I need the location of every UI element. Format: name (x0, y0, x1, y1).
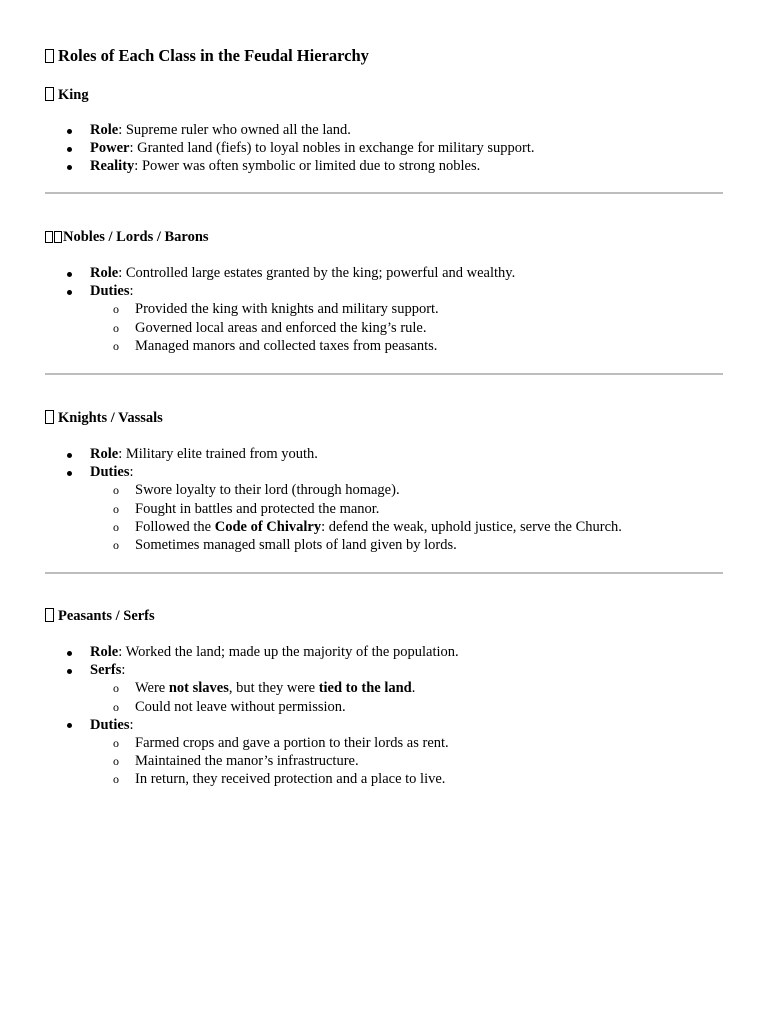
section-heading-text: Knights / Vassals (58, 410, 163, 426)
section-heading-knights (45, 409, 163, 427)
item-text: : (121, 662, 126, 679)
serf-text: Were (135, 680, 169, 697)
sub-list-item: o Could not leave without permission. (45, 698, 459, 716)
section-heading-nobles (45, 228, 209, 246)
item-term: Role (90, 265, 119, 281)
list-item (45, 716, 459, 789)
nobles-list (45, 264, 515, 355)
item-term: Duties (90, 464, 130, 481)
item-term: Duties (90, 283, 130, 300)
item-text: : (129, 283, 134, 300)
duties-sublist (90, 481, 622, 554)
king-list (45, 121, 535, 176)
item-text: : Controlled large estates granted by the king; powerful and wealthy. (118, 265, 516, 281)
section-divider (45, 373, 723, 375)
section-divider (45, 572, 723, 574)
sub-list-item: o Fought in battles and protected the manor. (45, 500, 622, 518)
section-heading-text: Peasants / Serfs (58, 608, 155, 624)
list-item (45, 121, 535, 139)
serfs-sublist (90, 679, 459, 715)
item-term: Role (90, 644, 119, 660)
duties-sublist (90, 300, 515, 355)
sub-list-item: o Maintained the manor’s infrastructure. (45, 752, 459, 770)
knights-list (45, 445, 622, 554)
sub-list-item: o Governed local areas and enforced the king’s rule. (45, 319, 515, 337)
section-heading-text: King (58, 87, 89, 103)
item-term: Duties (90, 716, 130, 733)
missing-glyph-icon (45, 49, 54, 63)
item-term: Reality (90, 158, 135, 175)
serf-emphasis: tied to the land (318, 680, 412, 697)
section-heading-king (45, 86, 89, 104)
item-text: : Granted land (fiefs) to loyal nobles in exchange for military support. (129, 140, 535, 157)
duty-text: Followed the (135, 518, 215, 535)
list-item (45, 282, 515, 355)
sub-list-item: o Swore loyalty to their lord (through homage). (45, 481, 622, 499)
item-text: : Power was often symbolic or limited due to strong nobles. (134, 158, 481, 175)
missing-glyph-icon (45, 608, 54, 622)
sub-list-item: o Provided the king with knights and military support. (45, 300, 515, 318)
list-item (45, 661, 459, 716)
list-item (45, 157, 535, 175)
sub-list-item: o In return, they received protection and a place to live. (45, 770, 459, 788)
duty-emphasis: Code of Chivalry (214, 518, 322, 535)
item-text: : Worked the land; made up the majority of the population. (118, 644, 459, 660)
section-heading-peasants (45, 607, 155, 625)
document-title (45, 46, 369, 66)
document-title-text: Roles of Each Class in the Feudal Hierarchy (58, 46, 369, 65)
sub-list-item (45, 518, 622, 536)
sub-list-item: o Sometimes managed small plots of land given by lords. (45, 536, 622, 554)
item-text: : (129, 464, 134, 481)
section-heading-text: Nobles / Lords / Barons (63, 229, 209, 245)
list-item (45, 643, 459, 661)
list-item (45, 463, 622, 554)
duties-sublist (90, 734, 459, 789)
item-term: Serfs (90, 662, 122, 679)
section-divider (45, 192, 723, 194)
missing-glyph-icon (54, 231, 62, 243)
serf-text: , but they were (228, 680, 319, 697)
sub-list-item (45, 679, 459, 697)
list-item (45, 139, 535, 157)
missing-glyph-icon (45, 231, 53, 243)
missing-glyph-icon (45, 87, 54, 101)
serf-emphasis: not slaves (168, 680, 229, 697)
item-term: Role (90, 446, 119, 462)
list-item (45, 445, 622, 463)
duty-text: : defend the weak, uphold justice, serve the Church. (321, 518, 622, 535)
missing-glyph-icon (45, 410, 54, 424)
sub-list-item: o Managed manors and collected taxes from peasants. (45, 337, 515, 355)
item-text: : Supreme ruler who owned all the land. (118, 122, 351, 138)
sub-list-item: o Farmed crops and gave a portion to their lords as rent. (45, 734, 459, 752)
item-text: : Military elite trained from youth. (118, 446, 318, 462)
item-term: Role (90, 122, 119, 138)
item-term: Power (90, 140, 130, 157)
serf-text: . (411, 680, 416, 697)
list-item (45, 264, 515, 282)
item-text: : (129, 716, 134, 733)
peasants-list (45, 643, 459, 789)
